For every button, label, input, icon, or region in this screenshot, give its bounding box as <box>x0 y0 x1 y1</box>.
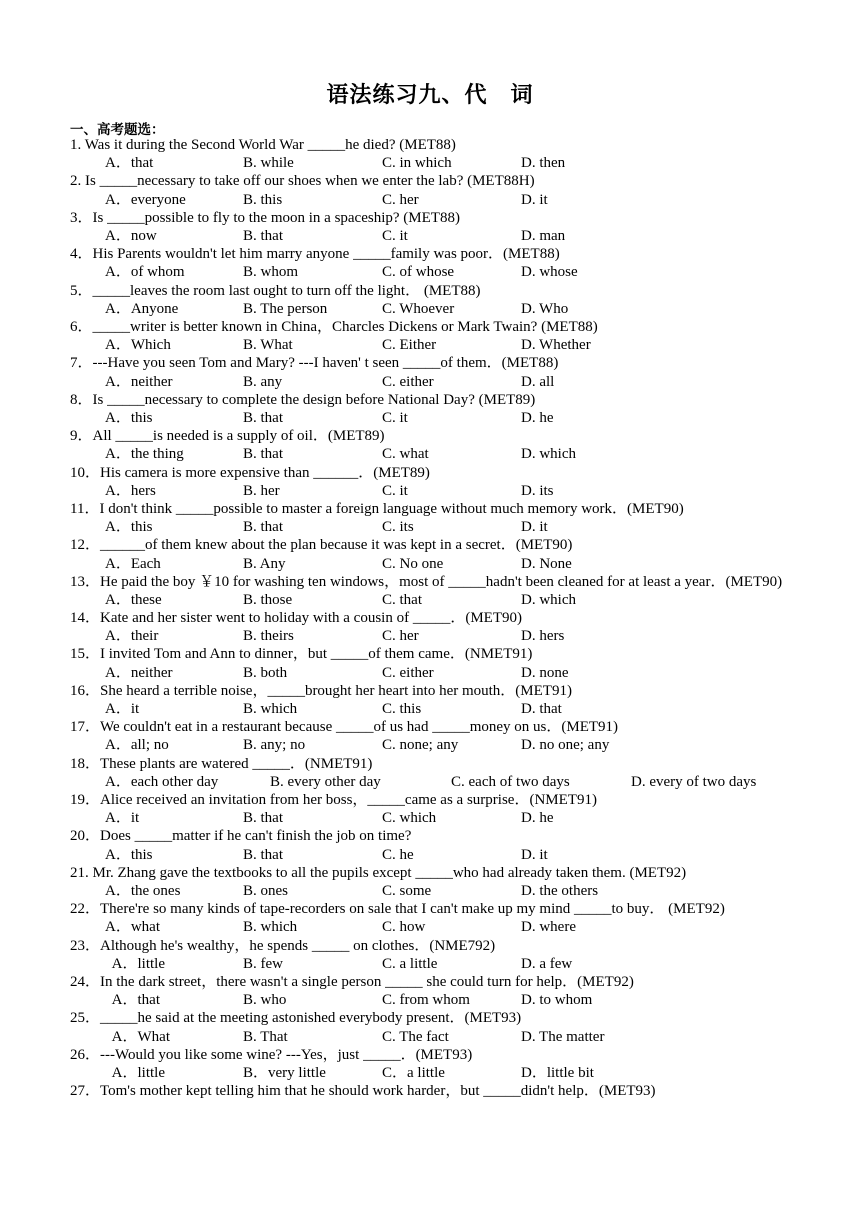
option-a: A．the ones <box>105 883 181 900</box>
page-title: 语法练习九、代 词 <box>326 83 534 108</box>
option-c: C. The fact <box>382 1028 449 1045</box>
option-b: B. theirs <box>243 628 294 645</box>
option-c: C. No one <box>382 555 444 572</box>
option-row <box>70 1064 794 1082</box>
option-c: C. none; any <box>382 737 459 754</box>
question-text: 25．_____he said at the meeting astonished everybody present．(MET93) <box>70 1010 522 1027</box>
option-row <box>70 991 794 1009</box>
option-row <box>70 809 794 827</box>
option-b: B. that <box>243 846 283 863</box>
option-d: D. every of two days <box>631 773 757 790</box>
question-text: 6．_____writer is better known in China，Charcles Dickens or Mark Twain? (MET88) <box>70 318 598 335</box>
question-text: 26．---Would you like some wine? ---Yes，just _____．(MET93) <box>70 1046 473 1063</box>
option-d: D. Who <box>521 300 569 317</box>
option-a: A．of whom <box>105 264 185 281</box>
option-row <box>70 846 794 864</box>
option-d: D. that <box>521 701 562 718</box>
option-c: C. of whose <box>382 264 455 281</box>
option-a: A．each other day <box>105 773 219 790</box>
option-row <box>70 300 794 318</box>
question-text: 20．Does _____matter if he can't finish the job on time? <box>70 828 412 845</box>
option-row <box>70 154 794 172</box>
option-b: B. both <box>243 664 288 681</box>
option-row <box>70 882 794 900</box>
option-b: B. her <box>243 482 280 499</box>
option-b: B. any <box>243 373 283 390</box>
option-b: B. that <box>243 446 283 463</box>
option-a: A．Each <box>105 555 161 572</box>
option-a: A．everyone <box>105 191 186 208</box>
option-b: B. few <box>243 955 283 972</box>
option-row <box>70 955 794 973</box>
option-d: D. which <box>521 591 576 608</box>
option-d: D. which <box>521 446 576 463</box>
question-text: 23．Although he's wealthy，he spends _____ on clothes．(NME792) <box>70 937 496 954</box>
option-c: C. this <box>382 701 422 718</box>
question-text: 16．She heard a terrible noise，_____brought her heart into her mouth．(MET91) <box>70 682 572 699</box>
option-row <box>70 445 794 463</box>
option-row <box>70 227 794 245</box>
option-d: D．little bit <box>521 1064 594 1081</box>
option-c: C. either <box>382 664 434 681</box>
option-b: B．very little <box>243 1064 326 1081</box>
question-text: 1. Was it during the Second World War _____he died? (MET88) <box>70 137 456 153</box>
option-c: C．a little <box>382 1064 445 1081</box>
option-a: A．all; no <box>105 737 169 754</box>
option-d: D. its <box>521 482 554 499</box>
question-text: 13．He paid the boy ￥10 for washing ten windows，most of _____hadn't been cleaned for at least a year．(MET90) <box>70 573 783 590</box>
option-a: A．neither <box>105 373 173 390</box>
question-text: 12．______of them knew about the plan because it was kept in a secret．(MET90) <box>70 537 573 554</box>
option-row <box>70 591 794 609</box>
option-d: D. he <box>521 810 554 827</box>
option-c: C. its <box>382 519 414 536</box>
option-b: B. who <box>243 992 287 1009</box>
option-d: D. a few <box>521 955 573 972</box>
option-c: C. it <box>382 409 408 426</box>
question-text: 2. Is _____necessary to take off our shoes when we enter the lab? (MET88H) <box>70 173 535 190</box>
option-a: A．that <box>105 155 154 172</box>
option-b: B. that <box>243 519 283 536</box>
option-row <box>70 736 794 754</box>
option-d: D. it <box>521 519 548 536</box>
option-a: A．it <box>105 810 140 827</box>
option-b: B. this <box>243 191 283 208</box>
option-c: C. either <box>382 373 434 390</box>
option-d: D. None <box>521 555 572 572</box>
option-a: A．their <box>105 628 159 645</box>
option-d: D. hers <box>521 628 565 645</box>
option-d: D. then <box>521 155 566 172</box>
question-text: 24．In the dark street，there wasn't a single person _____ she could turn for help．(MET92) <box>70 973 634 990</box>
option-c: C. her <box>382 628 419 645</box>
option-c: C. that <box>382 591 422 608</box>
option-b: B. which <box>243 701 298 718</box>
option-row <box>70 1028 794 1046</box>
question-text: 17．We couldn't eat in a restaurant because _____of us had _____money on us．(MET91) <box>70 719 619 736</box>
option-row <box>70 191 794 209</box>
option-d: D. no one; any <box>521 737 610 754</box>
option-d: D. whose <box>521 264 578 281</box>
option-d: D. where <box>521 919 576 936</box>
question-text: 19．Alice received an invitation from her boss，_____came as a surprise．(NMET91) <box>70 792 597 809</box>
option-a: A．little <box>105 1064 166 1081</box>
option-b: B. whom <box>243 264 299 281</box>
option-b: B. The person <box>243 300 328 317</box>
option-a: A．this <box>105 519 153 536</box>
option-a: A．this <box>105 409 153 426</box>
option-row <box>70 518 794 536</box>
option-d: D. The matter <box>521 1028 605 1045</box>
option-c: C. it <box>382 227 408 244</box>
option-a: A．Anyone <box>105 300 179 317</box>
option-c: C. he <box>382 846 414 863</box>
question-text: 9．All _____is needed is a supply of oil．(MET89) <box>70 428 385 445</box>
option-c: C. her <box>382 191 419 208</box>
question-text: 18．These plants are watered _____．(NMET91) <box>70 755 373 772</box>
option-b: B. which <box>243 919 298 936</box>
option-row <box>70 336 794 354</box>
question-list <box>70 136 794 1100</box>
option-c: C. Whoever <box>382 300 455 317</box>
option-b: B. What <box>243 337 293 354</box>
option-d: D. all <box>521 373 555 390</box>
option-a: A．these <box>105 591 162 608</box>
option-d: D. it <box>521 191 548 208</box>
question-text: 14．Kate and her sister went to holiday with a cousin of _____．(MET90) <box>70 610 522 627</box>
option-b: B. while <box>243 155 294 172</box>
option-d: D. none <box>521 664 569 681</box>
option-b: B. that <box>243 810 283 827</box>
question-text: 21. Mr. Zhang gave the textbooks to all the pupils except _____who had already taken them. (MET92) <box>70 864 687 881</box>
option-a: A．neither <box>105 664 173 681</box>
option-b: B. every other day <box>270 773 381 790</box>
option-b: B. Any <box>243 555 286 572</box>
option-d: D. man <box>521 227 566 244</box>
option-row <box>70 773 794 791</box>
question-text: 4．His Parents wouldn't let him marry anyone _____family was poor．(MET88) <box>70 246 560 263</box>
option-c: C. some <box>382 883 432 900</box>
question-text: 11．I don't think _____possible to master a foreign language without much memory work．(MET90) <box>70 500 684 517</box>
option-d: D. to whom <box>521 992 593 1009</box>
option-a: A．it <box>105 701 140 718</box>
option-row <box>70 263 794 281</box>
option-c: C. a little <box>382 955 438 972</box>
option-d: D. Whether <box>521 337 591 354</box>
question-text: 3．Is _____possible to fly to the moon in a spaceship? (MET88) <box>70 209 460 226</box>
option-b: B. any; no <box>243 737 306 754</box>
option-a: A．what <box>105 919 160 936</box>
option-row <box>70 700 794 718</box>
option-b: B. that <box>243 227 283 244</box>
option-c: C. it <box>382 482 408 499</box>
option-a: A．that <box>105 992 160 1009</box>
section-heading: 一、高考题选： <box>70 122 165 138</box>
option-a: A．the thing <box>105 446 184 463</box>
option-row <box>70 482 794 500</box>
option-c: C. how <box>382 919 426 936</box>
option-row <box>70 918 794 936</box>
option-d: D. it <box>521 846 548 863</box>
option-b: B. those <box>243 591 293 608</box>
option-b: B. that <box>243 409 283 426</box>
option-a: A．little <box>105 955 166 972</box>
option-row <box>70 555 794 573</box>
question-text: 8．Is _____necessary to complete the design before National Day? (MET89) <box>70 391 536 408</box>
option-a: A．this <box>105 846 153 863</box>
option-row <box>70 373 794 391</box>
option-a: A．What <box>105 1028 170 1045</box>
option-a: A．now <box>105 227 157 244</box>
option-a: A．Which <box>105 337 171 354</box>
option-row <box>70 409 794 427</box>
option-c: C. which <box>382 810 437 827</box>
option-c: C. in which <box>382 155 452 172</box>
question-text: 10．His camera is more expensive than ______．(MET89) <box>70 464 430 481</box>
question-text: 15．I invited Tom and Ann to dinner，but _____of them came．(NMET91) <box>70 646 533 663</box>
option-d: D. the others <box>521 883 599 900</box>
option-c: C. each of two days <box>451 773 570 790</box>
option-c: C. from whom <box>382 992 470 1009</box>
option-d: D. he <box>521 409 554 426</box>
option-c: C. Either <box>382 337 437 354</box>
question-text: 7．---Have you seen Tom and Mary? ---I haven' t seen _____of them．(MET88) <box>70 355 559 372</box>
question-text: 22．There're so many kinds of tape-recorders on sale that I can't make up my mind _____to buy． (MET92) <box>70 901 725 918</box>
option-c: C. what <box>382 446 429 463</box>
option-row <box>70 627 794 645</box>
option-a: A．hers <box>105 482 156 499</box>
question-text: 27．Tom's mother kept telling him that he should work harder，but _____didn't help．(MET93) <box>70 1083 656 1100</box>
option-b: B. ones <box>243 883 288 900</box>
option-row <box>70 664 794 682</box>
option-b: B. That <box>243 1028 288 1045</box>
question-text: 5．_____leaves the room last ought to turn off the light． (MET88) <box>70 282 481 299</box>
